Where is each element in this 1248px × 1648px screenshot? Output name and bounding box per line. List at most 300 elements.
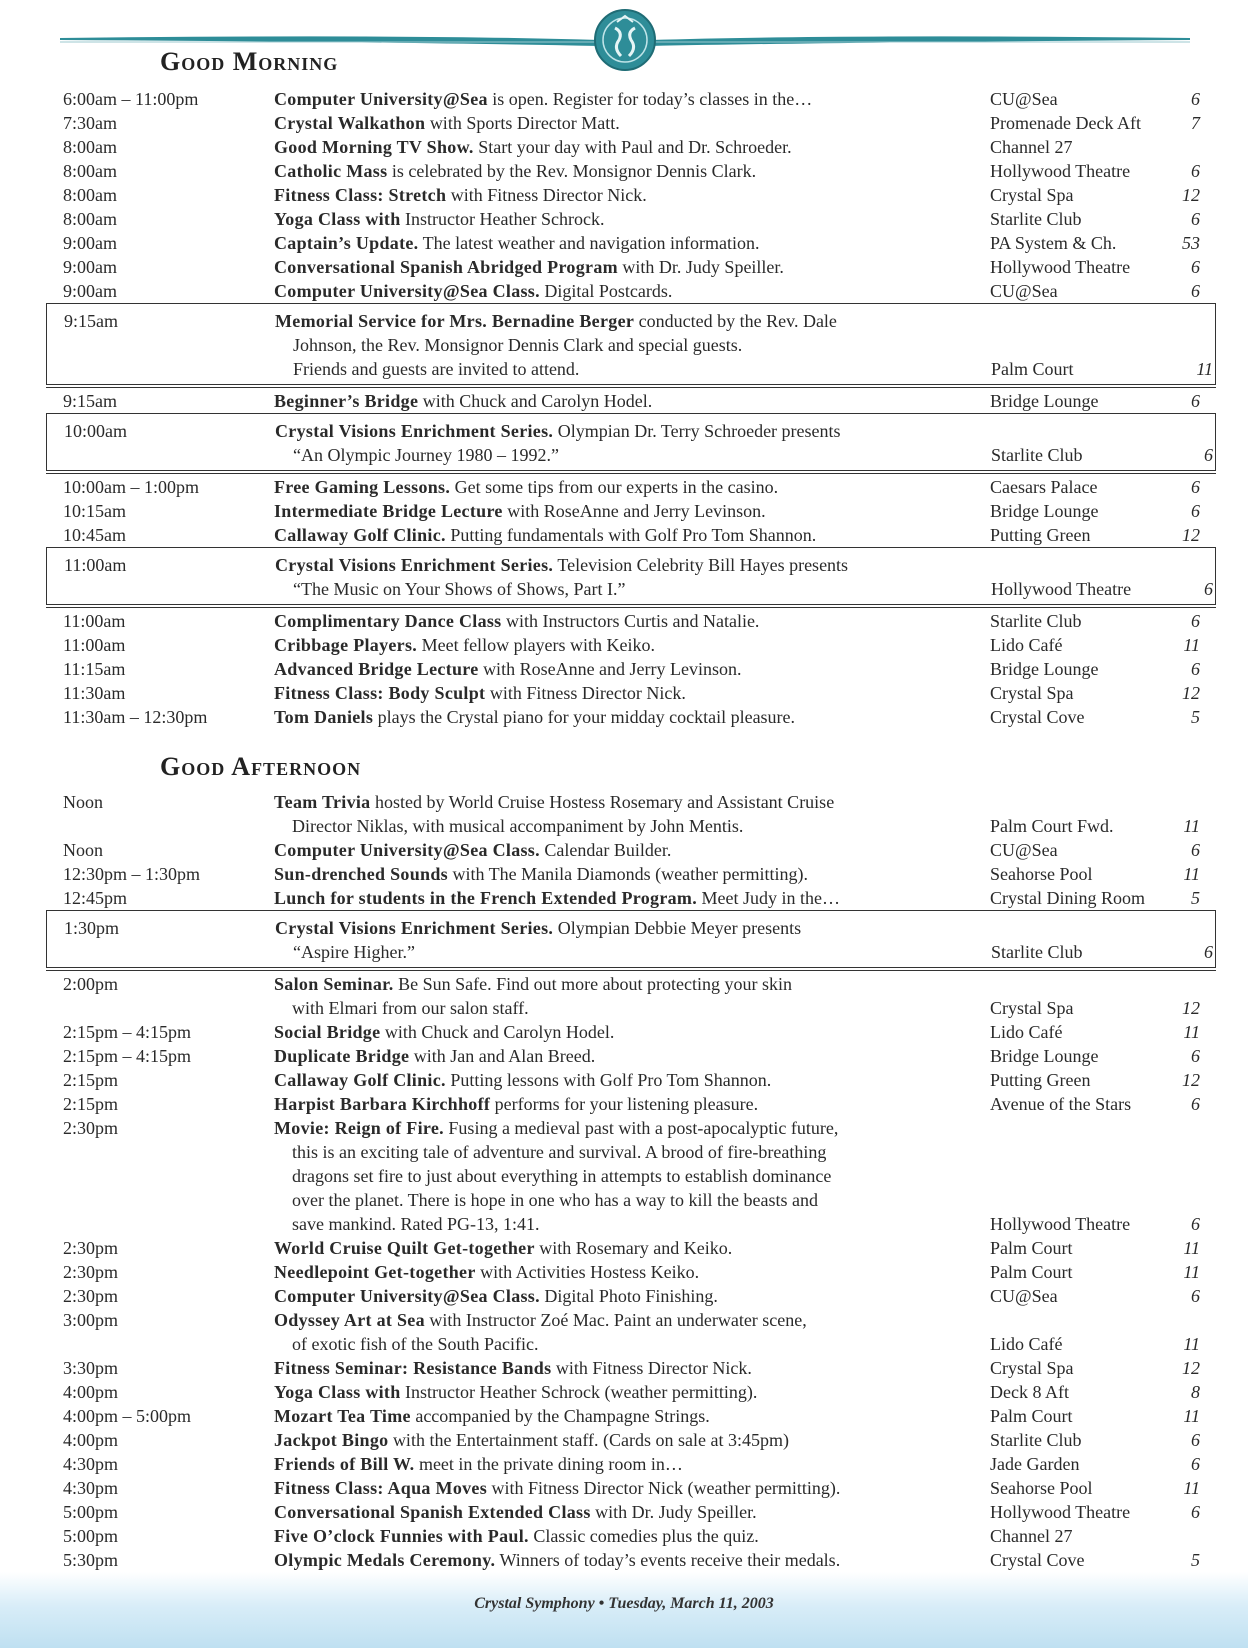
event-venue: Lido Café bbox=[990, 1334, 1063, 1354]
event-title: Needlepoint Get-together bbox=[274, 1262, 476, 1282]
event-row bbox=[0, 1092, 1248, 1116]
event-row bbox=[0, 499, 1248, 523]
event-text: with Fitness Director Nick. bbox=[551, 1358, 752, 1378]
event-first-line bbox=[275, 553, 975, 577]
event-venue: Avenue of the Stars bbox=[990, 1094, 1132, 1114]
event-description bbox=[275, 309, 975, 381]
event-venue: Crystal Spa bbox=[990, 998, 1074, 1018]
event-title: Catholic Mass bbox=[274, 161, 388, 181]
event-deck-number: 6 bbox=[1191, 501, 1200, 521]
event-row bbox=[0, 1068, 1248, 1092]
event-deck-number: 6 bbox=[1204, 942, 1213, 962]
event-description bbox=[274, 1428, 974, 1452]
event-first-line bbox=[274, 1476, 974, 1500]
event-text: Instructor Heather Schrock (weather permitting). bbox=[400, 1382, 758, 1402]
event-title: Tom Daniels bbox=[274, 707, 374, 727]
event-time: 9:15am bbox=[63, 391, 117, 411]
event-title: Computer University@Sea Class. bbox=[274, 1286, 540, 1306]
event-first-line bbox=[274, 1260, 974, 1284]
event-text: is open. Register for today’s classes in the… bbox=[487, 89, 813, 109]
event-description bbox=[274, 389, 974, 413]
event-row bbox=[0, 609, 1248, 633]
event-description bbox=[274, 1452, 974, 1476]
event-deck-number: 5 bbox=[1191, 707, 1200, 727]
event-text: conducted by the Rev. Dale bbox=[634, 311, 837, 331]
event-title: Crystal Visions Enrichment Series. bbox=[275, 918, 554, 938]
event-row bbox=[0, 790, 1248, 838]
event-row bbox=[0, 1356, 1248, 1380]
event-time: 4:00pm bbox=[63, 1382, 119, 1402]
event-venue: Palm Court bbox=[990, 1406, 1073, 1426]
event-first-line bbox=[274, 499, 974, 523]
event-venue: Caesars Palace bbox=[990, 477, 1098, 497]
event-text-continued: “The Music on Your Shows of Shows, Part I.” bbox=[293, 579, 626, 599]
event-text-continued: of exotic fish of the South Pacific. bbox=[292, 1334, 539, 1354]
event-deck-number: 53 bbox=[1182, 233, 1200, 253]
event-time: 10:00am – 1:00pm bbox=[63, 477, 199, 497]
event-text: with RoseAnne and Jerry Levinson. bbox=[502, 501, 766, 521]
event-title: Movie: Reign of Fire. bbox=[274, 1118, 444, 1138]
event-row bbox=[46, 910, 1216, 968]
event-time: 5:30pm bbox=[63, 1550, 119, 1570]
event-title: Computer University@Sea bbox=[274, 89, 488, 109]
event-title: Olympic Medals Ceremony. bbox=[274, 1550, 496, 1570]
event-row bbox=[0, 231, 1248, 255]
event-first-line bbox=[274, 135, 974, 159]
event-description bbox=[274, 681, 974, 705]
event-description bbox=[275, 916, 975, 964]
separator-rule bbox=[46, 387, 1216, 388]
event-row bbox=[46, 413, 1216, 471]
event-row bbox=[0, 207, 1248, 231]
event-description bbox=[274, 633, 974, 657]
event-venue: Hollywood Theatre bbox=[990, 257, 1131, 277]
event-venue: Hollywood Theatre bbox=[990, 1214, 1131, 1234]
event-time: 10:45am bbox=[63, 525, 126, 545]
event-text: performs for your listening pleasure. bbox=[490, 1094, 759, 1114]
event-time: 2:00pm bbox=[63, 974, 119, 994]
event-first-line bbox=[274, 633, 974, 657]
event-deck-number: 11 bbox=[1183, 1406, 1200, 1426]
section-title-good-morning: Good Morning bbox=[160, 47, 339, 76]
event-time: 2:30pm bbox=[63, 1238, 119, 1258]
event-text: with Fitness Director Nick (weather permitting). bbox=[487, 1478, 841, 1498]
footer-caption: Crystal Symphony • Tuesday, March 11, 2003 bbox=[474, 1595, 774, 1612]
event-deck-number: 12 bbox=[1182, 1070, 1200, 1090]
event-description bbox=[274, 1068, 974, 1092]
event-time: 2:15pm – 4:15pm bbox=[63, 1022, 192, 1042]
event-deck-number: 6 bbox=[1191, 257, 1200, 277]
event-text: The latest weather and navigation information. bbox=[418, 233, 760, 253]
event-first-line bbox=[274, 681, 974, 705]
event-text: with RoseAnne and Jerry Levinson. bbox=[478, 659, 742, 679]
event-row bbox=[0, 838, 1248, 862]
event-deck-number: 6 bbox=[1191, 161, 1200, 181]
event-time: 9:00am bbox=[63, 257, 117, 277]
event-text: meet in the private dining room in… bbox=[414, 1454, 683, 1474]
event-venue: Starlite Club bbox=[990, 209, 1082, 229]
event-row bbox=[0, 1404, 1248, 1428]
event-description bbox=[274, 159, 974, 183]
event-first-line bbox=[274, 1068, 974, 1092]
event-row bbox=[0, 705, 1248, 729]
event-venue: PA System & Ch. bbox=[990, 233, 1117, 253]
event-description bbox=[274, 705, 974, 729]
event-deck-number: 8 bbox=[1191, 1382, 1200, 1402]
event-deck-number: 11 bbox=[1183, 1262, 1200, 1282]
event-deck-number: 12 bbox=[1182, 998, 1200, 1018]
event-row bbox=[0, 1548, 1248, 1572]
event-row bbox=[0, 1236, 1248, 1260]
event-time: 1:30pm bbox=[64, 918, 120, 938]
event-text: Classic comedies plus the quiz. bbox=[528, 1526, 759, 1546]
event-venue: Crystal Dining Room bbox=[990, 888, 1146, 908]
event-text: with The Manila Diamonds (weather permitting). bbox=[447, 864, 809, 884]
event-text: Putting fundamentals with Golf Pro Tom Shannon. bbox=[445, 525, 817, 545]
event-text: Putting lessons with Golf Pro Tom Shannon. bbox=[445, 1070, 772, 1090]
event-venue: Promenade Deck Aft bbox=[990, 113, 1141, 133]
event-venue: Seahorse Pool bbox=[990, 864, 1093, 884]
event-first-line bbox=[274, 1092, 974, 1116]
event-venue: Seahorse Pool bbox=[990, 1478, 1093, 1498]
event-time: 12:45pm bbox=[63, 888, 128, 908]
event-text: with Chuck and Carolyn Hodel. bbox=[418, 391, 653, 411]
event-venue: Crystal Spa bbox=[990, 1358, 1074, 1378]
event-time: 11:30am bbox=[63, 683, 126, 703]
event-description bbox=[274, 1548, 974, 1572]
event-description bbox=[274, 1092, 974, 1116]
event-text: hosted by World Cruise Hostess Rosemary and Assistant Cruise bbox=[370, 792, 835, 812]
event-time: 9:15am bbox=[64, 311, 118, 331]
event-deck-number: 11 bbox=[1183, 1022, 1200, 1042]
event-title: Mozart Tea Time bbox=[274, 1406, 411, 1426]
event-description bbox=[274, 1044, 974, 1068]
event-deck-number: 6 bbox=[1191, 1430, 1200, 1450]
event-first-line bbox=[274, 1116, 974, 1140]
event-title: Duplicate Bridge bbox=[274, 1046, 410, 1066]
event-text-continued: Director Niklas, with musical accompaniment by John Mentis. bbox=[292, 816, 744, 836]
event-time: 8:00am bbox=[63, 209, 117, 229]
event-deck-number: 6 bbox=[1191, 209, 1200, 229]
event-text: accompanied by the Champagne Strings. bbox=[410, 1406, 710, 1426]
event-first-line bbox=[274, 862, 974, 886]
event-deck-number: 12 bbox=[1182, 683, 1200, 703]
event-description bbox=[274, 862, 974, 886]
event-row bbox=[0, 255, 1248, 279]
event-first-line bbox=[274, 389, 974, 413]
event-time: 3:30pm bbox=[63, 1358, 119, 1378]
event-description bbox=[274, 790, 974, 838]
separator-rule bbox=[46, 970, 1216, 971]
event-first-line bbox=[274, 1404, 974, 1428]
event-description bbox=[274, 1284, 974, 1308]
event-row bbox=[0, 1308, 1248, 1356]
event-text-continued: with Elmari from our salon staff. bbox=[292, 998, 529, 1018]
event-title: Callaway Golf Clinic. bbox=[274, 1070, 446, 1090]
event-first-line bbox=[274, 838, 974, 862]
event-first-line bbox=[274, 1428, 974, 1452]
event-time: 2:30pm bbox=[63, 1286, 119, 1306]
event-venue: Bridge Lounge bbox=[990, 1046, 1099, 1066]
event-first-line bbox=[274, 231, 974, 255]
event-title: Fitness Seminar: Resistance Bands bbox=[274, 1358, 552, 1378]
event-title: Good Morning TV Show. bbox=[274, 137, 474, 157]
event-time: 11:15am bbox=[63, 659, 126, 679]
event-time: 2:15pm – 4:15pm bbox=[63, 1046, 192, 1066]
event-row bbox=[0, 1044, 1248, 1068]
event-description bbox=[274, 135, 974, 159]
event-text: with Instructor Zoé Mac. Paint an underwater scene, bbox=[424, 1310, 807, 1330]
event-first-line bbox=[275, 419, 975, 443]
event-title: Conversational Spanish Abridged Program bbox=[274, 257, 618, 277]
event-venue: Jade Garden bbox=[990, 1454, 1080, 1474]
event-venue: Bridge Lounge bbox=[990, 501, 1099, 521]
event-description bbox=[274, 1356, 974, 1380]
event-text: with Activities Hostess Keiko. bbox=[475, 1262, 700, 1282]
event-text: Instructor Heather Schrock. bbox=[400, 209, 605, 229]
event-text-continued: “Aspire Higher.” bbox=[293, 942, 415, 962]
event-first-line bbox=[274, 523, 974, 547]
event-text: is celebrated by the Rev. Monsignor Dennis Clark. bbox=[387, 161, 757, 181]
event-first-line bbox=[274, 972, 974, 996]
event-text-continued: over the planet. There is hope in one who has a way to kill the beasts and bbox=[292, 1190, 819, 1210]
event-venue: Channel 27 bbox=[990, 137, 1073, 157]
event-row bbox=[46, 303, 1216, 385]
event-time: 9:00am bbox=[63, 233, 117, 253]
event-time: 2:15pm bbox=[63, 1094, 119, 1114]
event-first-line bbox=[274, 1500, 974, 1524]
event-venue: Starlite Club bbox=[991, 942, 1083, 962]
event-description bbox=[274, 1524, 974, 1548]
event-row bbox=[0, 862, 1248, 886]
event-venue: Putting Green bbox=[990, 1070, 1091, 1090]
event-text-continued: save mankind. Rated PG-13, 1:41. bbox=[292, 1214, 540, 1234]
event-deck-number: 6 bbox=[1191, 1214, 1200, 1234]
event-title: Complimentary Dance Class bbox=[274, 611, 502, 631]
event-text: Olympian Debbie Meyer presents bbox=[553, 918, 802, 938]
event-time: 8:00am bbox=[63, 137, 117, 157]
event-title: Sun-drenched Sounds bbox=[274, 864, 448, 884]
event-time: 3:00pm bbox=[63, 1310, 119, 1330]
event-row bbox=[0, 886, 1248, 910]
event-text: with Instructors Curtis and Natalie. bbox=[501, 611, 760, 631]
event-title: Captain’s Update. bbox=[274, 233, 419, 253]
event-text: with Fitness Director Nick. bbox=[485, 683, 686, 703]
event-description bbox=[274, 1380, 974, 1404]
event-text: Digital Photo Finishing. bbox=[539, 1286, 718, 1306]
event-deck-number: 6 bbox=[1191, 1046, 1200, 1066]
event-deck-number: 11 bbox=[1183, 864, 1200, 884]
event-description bbox=[274, 886, 974, 910]
event-first-line bbox=[274, 657, 974, 681]
event-time: 2:15pm bbox=[63, 1070, 119, 1090]
event-title: Fitness Class: Aqua Moves bbox=[274, 1478, 488, 1498]
event-text: Fusing a medieval past with a post-apocalyptic future, bbox=[443, 1118, 839, 1138]
event-row bbox=[0, 183, 1248, 207]
event-first-line bbox=[274, 790, 974, 814]
event-row bbox=[0, 1428, 1248, 1452]
event-description bbox=[274, 207, 974, 231]
event-row bbox=[0, 633, 1248, 657]
event-venue: Hollywood Theatre bbox=[990, 1502, 1131, 1522]
event-deck-number: 6 bbox=[1191, 391, 1200, 411]
event-venue: CU@Sea bbox=[990, 840, 1058, 860]
event-text: Digital Postcards. bbox=[539, 281, 673, 301]
section-title-good-afternoon: Good Afternoon bbox=[160, 752, 362, 781]
event-time: Noon bbox=[63, 840, 103, 860]
event-text-continued: Friends and guests are invited to attend. bbox=[293, 359, 580, 379]
event-deck-number: 11 bbox=[1183, 816, 1200, 836]
event-row bbox=[0, 87, 1248, 111]
event-title: Cribbage Players. bbox=[274, 635, 418, 655]
event-first-line bbox=[274, 1380, 974, 1404]
event-first-line bbox=[274, 279, 974, 303]
event-deck-number: 6 bbox=[1191, 611, 1200, 631]
event-deck-number: 6 bbox=[1191, 840, 1200, 860]
event-deck-number: 6 bbox=[1191, 1454, 1200, 1474]
event-first-line bbox=[274, 159, 974, 183]
event-description bbox=[274, 1404, 974, 1428]
event-row bbox=[0, 1524, 1248, 1548]
event-venue: Deck 8 Aft bbox=[990, 1382, 1069, 1402]
event-time: 4:30pm bbox=[63, 1478, 119, 1498]
event-row bbox=[0, 1116, 1248, 1236]
event-description bbox=[274, 1236, 974, 1260]
event-description bbox=[274, 111, 974, 135]
event-first-line bbox=[274, 1356, 974, 1380]
event-venue: Palm Court Fwd. bbox=[990, 816, 1114, 836]
event-venue: CU@Sea bbox=[990, 281, 1058, 301]
event-title: Five O’clock Funnies with Paul. bbox=[274, 1526, 529, 1546]
event-description bbox=[274, 87, 974, 111]
event-first-line bbox=[275, 916, 975, 940]
event-text: with Fitness Director Nick. bbox=[446, 185, 647, 205]
event-first-line bbox=[275, 309, 975, 333]
event-venue: Crystal Spa bbox=[990, 683, 1074, 703]
event-title: Salon Seminar. bbox=[274, 974, 394, 994]
event-title: Lunch for students in the French Extended Program. bbox=[274, 888, 698, 908]
event-deck-number: 6 bbox=[1191, 1286, 1200, 1306]
event-title: Team Trivia bbox=[274, 792, 371, 812]
event-text: Be Sun Safe. Find out more about protecting your skin bbox=[393, 974, 793, 994]
event-description bbox=[274, 523, 974, 547]
event-description bbox=[274, 609, 974, 633]
event-deck-number: 5 bbox=[1191, 888, 1200, 908]
event-description bbox=[274, 279, 974, 303]
event-text: Olympian Dr. Terry Schroeder presents bbox=[553, 421, 841, 441]
event-text-continued: “An Olympic Journey 1980 – 1992.” bbox=[293, 445, 559, 465]
event-row bbox=[0, 657, 1248, 681]
event-time: 11:00am bbox=[63, 635, 126, 655]
event-description bbox=[274, 838, 974, 862]
event-description bbox=[274, 657, 974, 681]
event-time: 6:00am – 11:00pm bbox=[63, 89, 199, 109]
event-row bbox=[0, 111, 1248, 135]
event-first-line bbox=[274, 87, 974, 111]
event-time: 12:30pm – 1:30pm bbox=[63, 864, 201, 884]
event-title: Advanced Bridge Lecture bbox=[274, 659, 479, 679]
event-title: Yoga Class with bbox=[274, 1382, 401, 1402]
event-first-line bbox=[274, 705, 974, 729]
event-first-line bbox=[274, 1452, 974, 1476]
event-row bbox=[0, 389, 1248, 413]
event-time: 10:15am bbox=[63, 501, 126, 521]
event-title: Jackpot Bingo bbox=[274, 1430, 389, 1450]
event-venue: Crystal Cove bbox=[990, 1550, 1085, 1570]
event-venue: Lido Café bbox=[990, 1022, 1063, 1042]
event-venue: Bridge Lounge bbox=[990, 391, 1099, 411]
event-first-line bbox=[274, 1308, 974, 1332]
event-deck-number: 11 bbox=[1183, 1238, 1200, 1258]
event-row bbox=[0, 972, 1248, 1020]
event-deck-number: 6 bbox=[1191, 1502, 1200, 1522]
event-time: 2:30pm bbox=[63, 1118, 119, 1138]
event-description bbox=[274, 972, 974, 1020]
event-time: 7:30am bbox=[63, 113, 117, 133]
event-deck-number: 6 bbox=[1191, 1094, 1200, 1114]
event-text: Calendar Builder. bbox=[539, 840, 672, 860]
event-text-continued: dragons set fire to just about everything in attempts to establish dominance bbox=[292, 1166, 832, 1186]
event-deck-number: 12 bbox=[1182, 1358, 1200, 1378]
event-title: Fitness Class: Stretch bbox=[274, 185, 447, 205]
event-description bbox=[274, 499, 974, 523]
event-row bbox=[0, 1452, 1248, 1476]
event-text: plays the Crystal piano for your midday cocktail pleasure. bbox=[373, 707, 796, 727]
event-venue: Palm Court bbox=[991, 359, 1074, 379]
event-title: Intermediate Bridge Lecture bbox=[274, 501, 503, 521]
event-description bbox=[274, 1260, 974, 1284]
event-first-line bbox=[274, 1020, 974, 1044]
event-time: 4:00pm bbox=[63, 1430, 119, 1450]
event-title: Free Gaming Lessons. bbox=[274, 477, 451, 497]
event-title: Crystal Visions Enrichment Series. bbox=[275, 555, 554, 575]
event-description bbox=[275, 553, 975, 601]
event-text: Meet fellow players with Keiko. bbox=[417, 635, 656, 655]
event-row bbox=[0, 1476, 1248, 1500]
event-venue: CU@Sea bbox=[990, 89, 1058, 109]
event-venue: Hollywood Theatre bbox=[991, 579, 1132, 599]
event-row bbox=[0, 1380, 1248, 1404]
event-first-line bbox=[274, 1236, 974, 1260]
event-row bbox=[0, 279, 1248, 303]
event-text: with Dr. Judy Speiller. bbox=[590, 1502, 757, 1522]
event-title: Friends of Bill W. bbox=[274, 1454, 415, 1474]
event-row bbox=[0, 523, 1248, 547]
event-first-line bbox=[274, 1548, 974, 1572]
event-first-line bbox=[274, 886, 974, 910]
event-time: 8:00am bbox=[63, 185, 117, 205]
event-deck-number: 6 bbox=[1191, 659, 1200, 679]
event-title: Crystal Walkathon bbox=[274, 113, 426, 133]
event-time: 10:00am bbox=[64, 421, 127, 441]
event-venue: Crystal Spa bbox=[990, 185, 1074, 205]
event-title: Computer University@Sea Class. bbox=[274, 840, 540, 860]
event-first-line bbox=[274, 1524, 974, 1548]
event-row bbox=[0, 1284, 1248, 1308]
event-venue: Starlite Club bbox=[990, 1430, 1082, 1450]
event-title: Yoga Class with bbox=[274, 209, 401, 229]
event-title: World Cruise Quilt Get-together bbox=[274, 1238, 535, 1258]
event-row bbox=[0, 1500, 1248, 1524]
event-deck-number: 12 bbox=[1182, 525, 1200, 545]
event-deck-number: 12 bbox=[1182, 185, 1200, 205]
event-description bbox=[274, 475, 974, 499]
event-row bbox=[0, 159, 1248, 183]
event-row bbox=[0, 1260, 1248, 1284]
event-time: 11:00am bbox=[63, 611, 126, 631]
event-deck-number: 11 bbox=[1183, 1478, 1200, 1498]
event-deck-number: 11 bbox=[1183, 1334, 1200, 1354]
